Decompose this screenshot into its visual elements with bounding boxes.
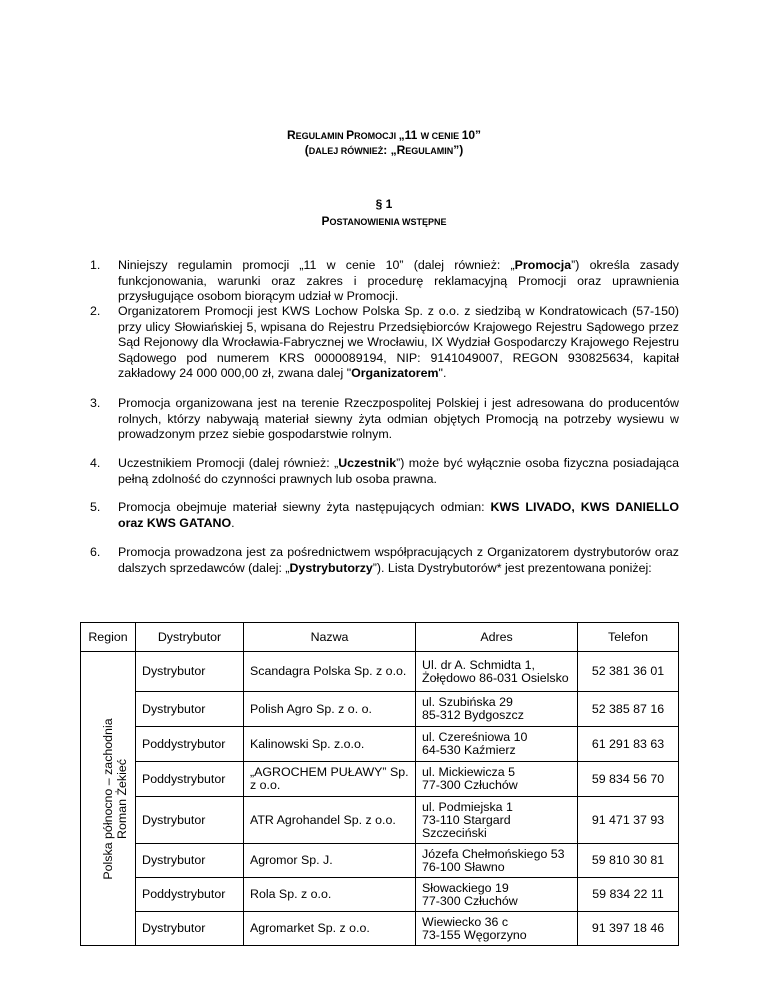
text-run: Niniejszy regulamin promocji „11 w cenie 10” (dalej również: „ <box>118 258 515 272</box>
distributor-address <box>416 652 578 692</box>
address-line: 76-100 Sławno <box>422 859 505 874</box>
text-run: . <box>231 515 235 530</box>
paragraph <box>90 500 766 531</box>
distributor-type: Poddystrybutor <box>136 878 244 912</box>
header-region: Region <box>81 623 136 652</box>
table-row <box>81 762 679 797</box>
text-run: Promocja organizowana jest na terenie Rzeczpospolitej Polskiej i jest adresowana do producentów rolnych, którzy nabywają materiał siewny żyta odmian objętych Promocją na potrzeby wysiewu w prowadzonym przez siebie gospodarstwie rolnym. <box>118 396 679 441</box>
header-phone: Telefon <box>578 623 679 652</box>
header-name: Nazwa <box>244 623 416 652</box>
distributor-name: Kalinowski Sp. z.o.o. <box>244 727 416 762</box>
text-run: Organizatorem Promocji jest KWS Lochow Polska Sp. z o.o. z siedzibą w Kondratowicach (57-150) przy ulicy Słowiańskiej 5, wpisana do Rejestru Przedsiębiorców Krajowego Rejestru Sądowego przez Sąd Rejonowy dla Wrocławia-Fabrycznej we Wrocławiu, IX Wydział Gospodarczy Krajowego Rejestru Sądowego pod numerem KRS 0000089194, NIP: 9141049007, REGON 930825634, kapitał zakładowy 24 000 000,00 zł, zwana dalej " <box>118 304 679 380</box>
address-line: Słowackiego 19 <box>422 880 509 895</box>
distributor-name: Agromor Sp. J. <box>244 844 416 878</box>
address-line: 64-530 Kaźmierz <box>422 743 516 757</box>
distributor-type: Dystrybutor <box>136 692 244 727</box>
text-run: Uczestnikiem Promocji (dalej również: „ <box>118 456 339 470</box>
distributor-phone: 59 834 22 11 <box>578 878 679 912</box>
table-row <box>81 912 679 946</box>
distributor-name: Polish Agro Sp. z o. o. <box>244 692 416 727</box>
table-row <box>81 844 679 878</box>
distributor-type: Dystrybutor <box>136 797 244 844</box>
address-line: Wiewiecko 36 c <box>422 914 509 929</box>
distributor-name: Rola Sp. z o.o. <box>244 878 416 912</box>
address-line: ul. Czereśniowa 10 <box>422 730 528 744</box>
table-row <box>81 878 679 912</box>
paragraph <box>90 545 766 576</box>
bold-term: Dystrybutorzy <box>289 560 373 575</box>
paragraph-number: 6. <box>90 545 101 559</box>
address-line: Szczeciński <box>422 825 487 840</box>
distributor-phone: 59 834 56 70 <box>578 762 679 797</box>
address-line: ul. Szubińska 29 <box>422 695 513 709</box>
bold-term: Uczestnik <box>338 456 397 470</box>
paragraph-text <box>118 545 679 576</box>
document-title: REGULAMIN PROMOCJI „11 W CENIE 10” <box>286 128 482 142</box>
address-line: 77-300 Człuchów <box>422 893 518 908</box>
distributor-phone: 61 291 83 63 <box>578 727 679 762</box>
address-line: ul. Mickiewicza 5 <box>422 765 515 779</box>
distributor-type: Dystrybutor <box>136 912 244 946</box>
distributor-address <box>416 692 578 727</box>
distributor-type: Dystrybutor <box>136 844 244 878</box>
table-header-row <box>81 623 679 652</box>
table-row <box>81 797 679 844</box>
distributor-phone: 91 471 37 93 <box>578 797 679 844</box>
text-run: ". <box>438 366 447 380</box>
distributor-phone: 52 381 36 01 <box>578 652 679 692</box>
distributor-address <box>416 762 578 797</box>
bold-term: Organizatorem <box>351 366 439 380</box>
distributor-phone: 91 397 18 46 <box>578 912 679 946</box>
paragraph-text <box>118 500 679 531</box>
distributor-phone: 52 385 87 16 <box>578 692 679 727</box>
address-line: 85-312 Bydgoszcz <box>422 708 524 722</box>
table-row <box>81 727 679 762</box>
paragraph-text <box>118 304 679 382</box>
header-address: Adres <box>416 623 578 652</box>
bold-term: KWS LIVADO, KWS DANIELLO oraz KWS GATANO <box>118 500 679 530</box>
address-line: Józefa Chełmońskiego 53 <box>422 846 565 861</box>
section-title: POSTANOWIENIA WSTĘPNE <box>321 214 447 228</box>
paragraph <box>90 304 766 382</box>
paragraph-number: 5. <box>90 500 101 514</box>
paragraph <box>90 396 766 443</box>
distributor-name: Scandagra Polska Sp. z o.o. <box>244 652 416 692</box>
distributor-address <box>416 727 578 762</box>
distributor-address <box>416 844 578 878</box>
paragraph-text <box>118 258 679 305</box>
distributor-name: ATR Agrohandel Sp. z o.o. <box>244 797 416 844</box>
paragraph <box>90 456 766 487</box>
text-run: Promocja prowadzona jest za pośrednictwem współpracujących z Organizatorem dystrybutorów oraz dalszych sprzedawców (dalej: „ <box>118 545 679 575</box>
address-line: Ul. dr A. Schmidta 1, <box>422 657 535 672</box>
text-run: Promocja obejmuje materiał siewny żyta następujących odmian: <box>118 500 491 514</box>
region-label: Roman Żekieć <box>114 758 129 839</box>
header-distributor: Dystrybutor <box>136 623 244 652</box>
text-run: ”) może być wyłącznie osoba fizyczna posiadająca pełną zdolność do czynności prawnych lub osoba prawna. <box>118 456 679 486</box>
section-number: § 1 <box>375 197 393 211</box>
distributor-type: Poddystrybutor <box>136 727 244 762</box>
paragraph-text <box>118 456 679 487</box>
bold-term: Promocja <box>514 258 572 272</box>
address-line: ul. Podmiejska 1 <box>422 799 513 814</box>
distributor-name: Agromarket Sp. z o.o. <box>244 912 416 946</box>
text-run: ”). Lista Dystrybutorów* jest prezentowana poniżej: <box>372 560 652 575</box>
distributor-address <box>416 912 578 946</box>
document-subtitle: (DALEJ RÓWNIEŻ: „REGULAMIN”) <box>304 143 464 157</box>
region-label: Polska północno – zachodnia <box>100 717 115 880</box>
paragraph-number: 3. <box>90 396 101 410</box>
paragraph-number: 1. <box>90 258 101 272</box>
region-cell <box>81 652 136 946</box>
text-run: ”) określa zasady funkcjonowania, warunki oraz zakres i procedurę reklamacyjną Promocji oraz uprawnienia przysługujące osobom biorącym udział w Promocji. <box>118 258 680 303</box>
paragraph-number: 4. <box>90 456 101 470</box>
table-row <box>81 652 679 692</box>
address-line: Żołędowo 86-031 Osielsko <box>422 670 569 685</box>
table-row <box>81 692 679 727</box>
distributor-type: Poddystrybutor <box>136 762 244 797</box>
distributor-type: Dystrybutor <box>136 652 244 692</box>
paragraph-number: 2. <box>90 304 101 318</box>
distributor-phone: 59 810 30 81 <box>578 844 679 878</box>
distributors-table <box>80 622 679 946</box>
address-line: 77-300 Człuchów <box>422 778 518 792</box>
distributor-address <box>416 797 578 844</box>
distributor-name: „AGROCHEM PUŁAWY” Sp. z o.o. <box>244 762 416 797</box>
paragraph-text <box>118 396 679 443</box>
paragraph <box>90 258 766 305</box>
address-line: 73-155 Węgorzyno <box>422 927 527 942</box>
address-line: 73-110 Stargard <box>422 812 511 827</box>
distributor-address <box>416 878 578 912</box>
